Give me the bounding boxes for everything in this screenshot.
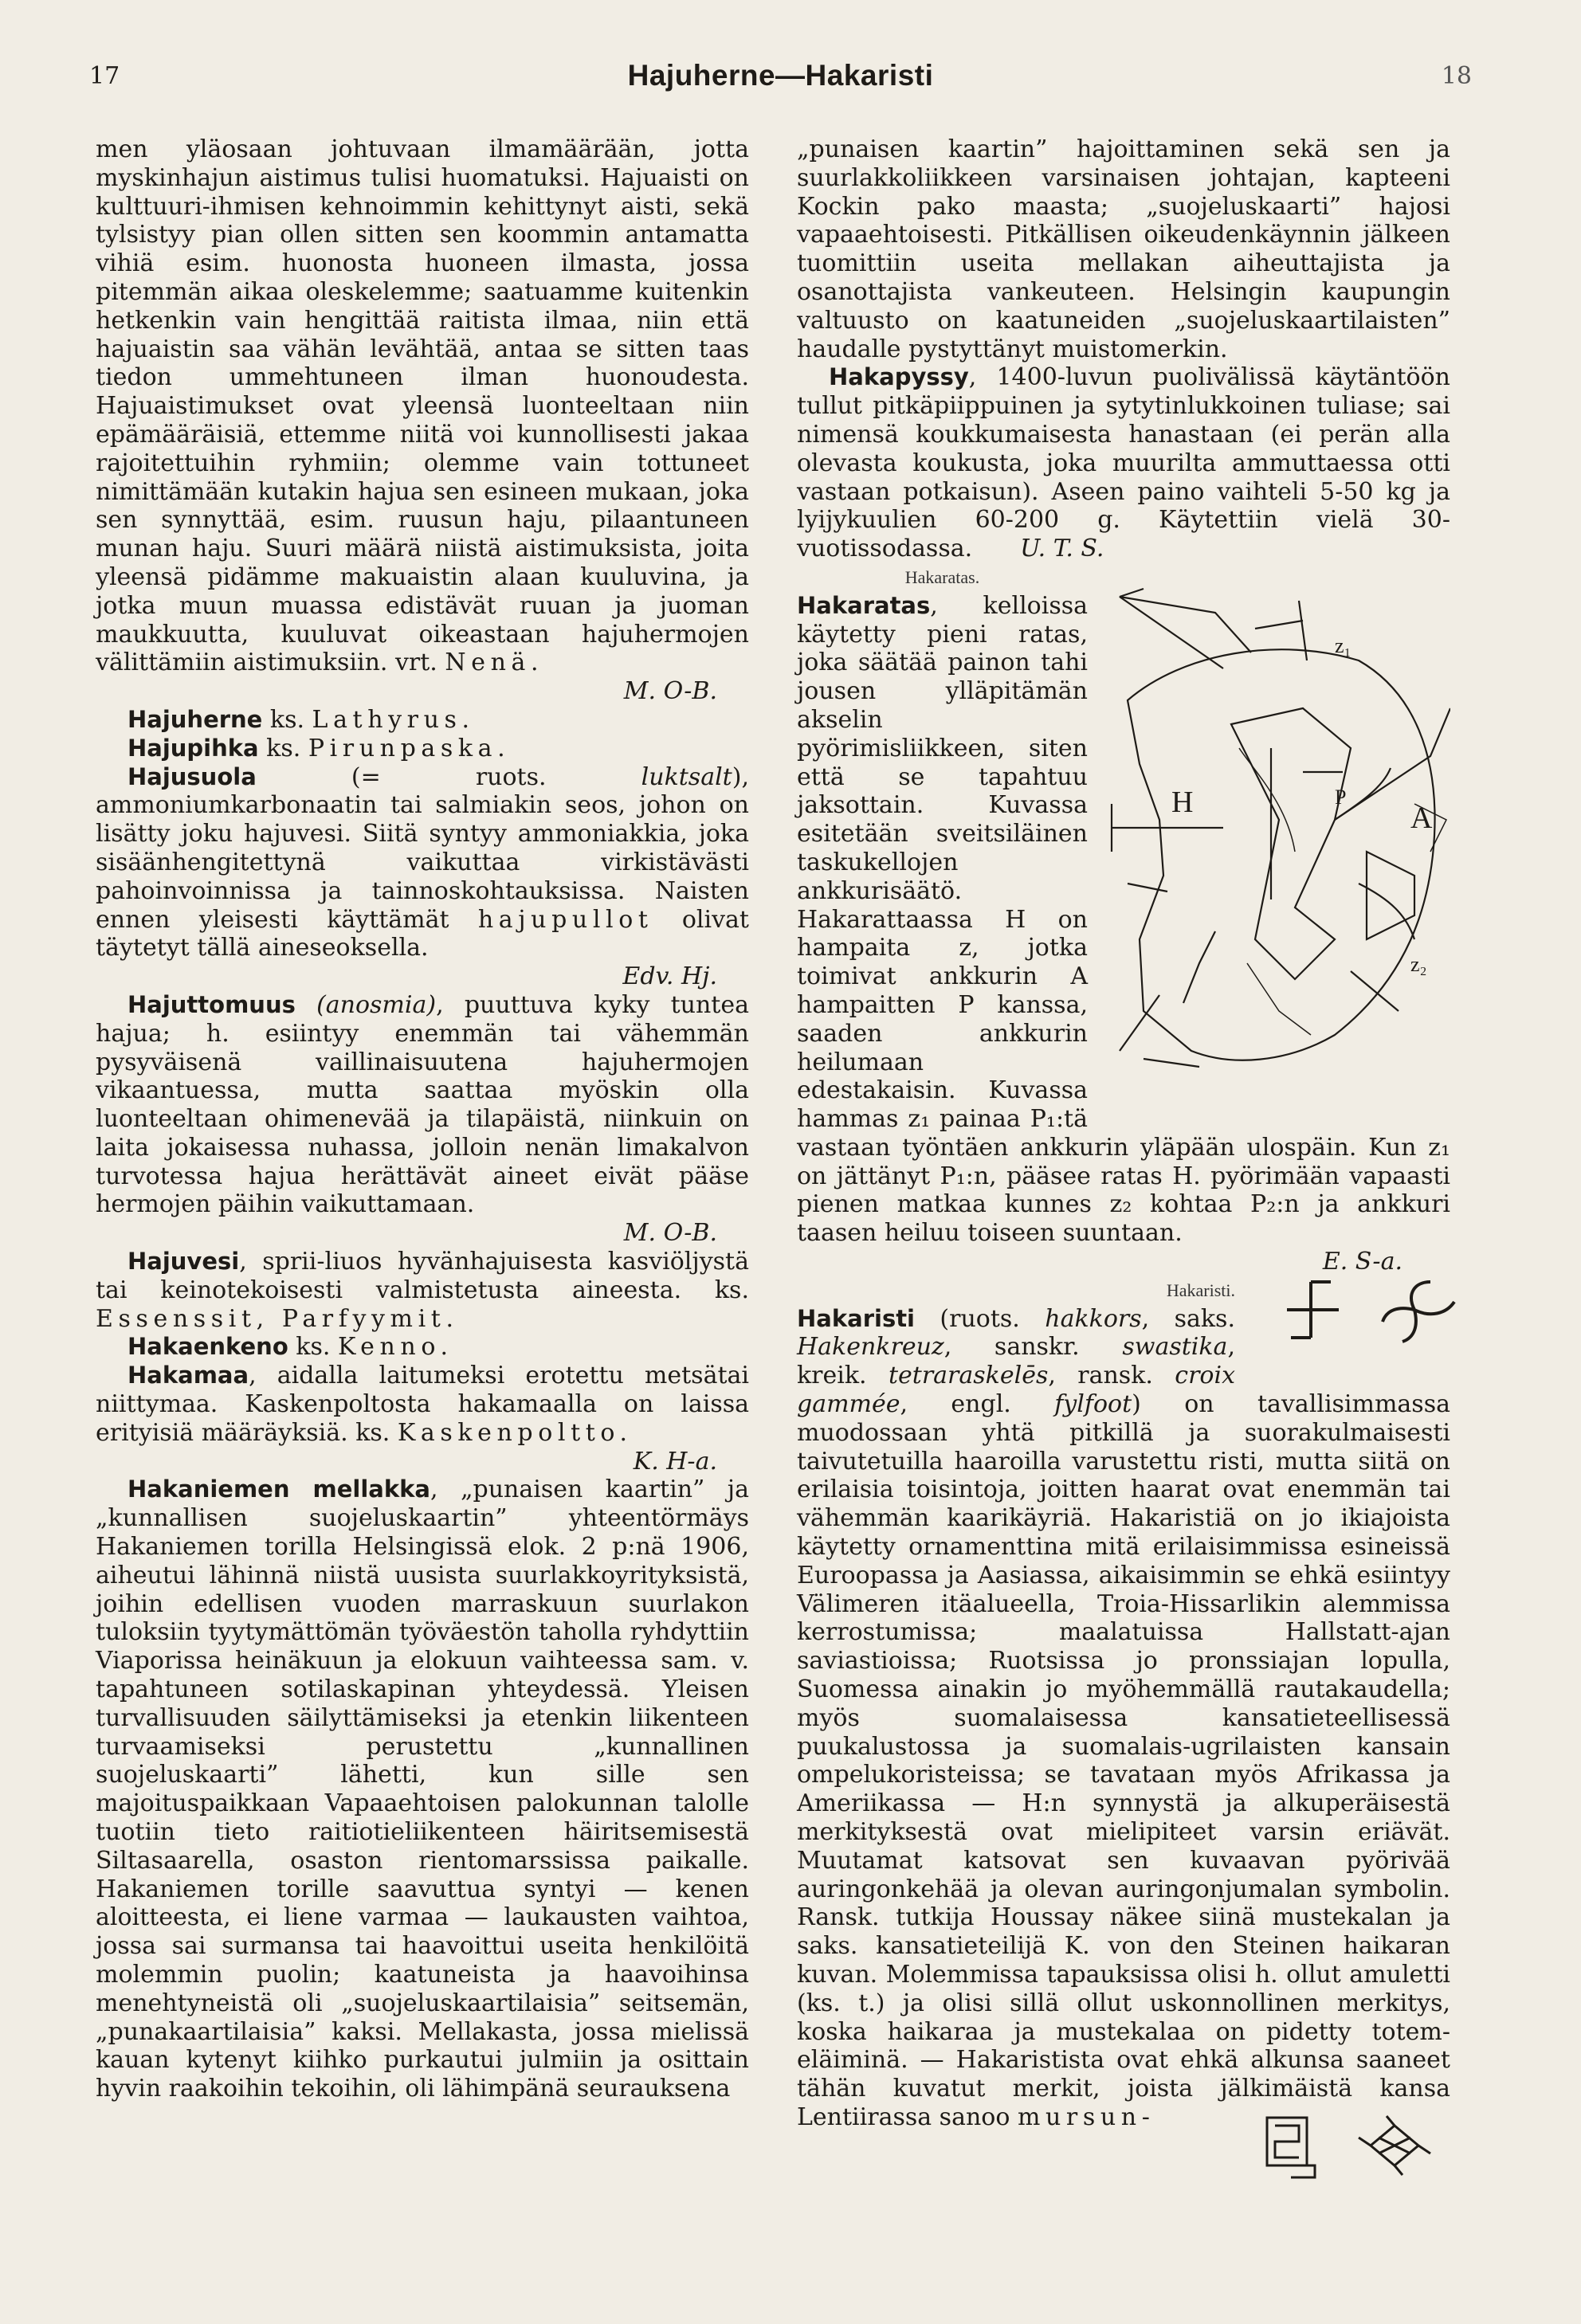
cross-reference[interactable]: Kaskenpoltto. [397,1418,633,1447]
headword: Hajusuola [128,762,257,790]
headword: Hajupihka [128,734,259,762]
author-signature: U. T. S. [1020,535,1104,563]
headword: Hakaristi [797,1304,916,1332]
entry-hajupihka: Hajupihka ks. Pirunpaska. [128,734,511,762]
right-column: „punaisen kaartin” hajoittaminen sekä sen ja suurlakkoliikkeen varsinaisen johtajan, kapteeni Kockin pako maasta; „suojeluskaarti” hajosi vapaaehtoisesti. Pitkällisen oikeudenkäynnin jälkeen tuomittiin useita mellakan aiheuttajista ja osanottajista vankeuteen. Helsingin kaupungin valtuusto on kaatuneiden „suojeluskaartilaisten” haudalle pystyttänyt muistomerkin. Hakapyssy, 1400-luvun puolivälissä käytäntöön tullut pitkäpiippuinen ja sytytinlukkoinen tuliase; sai nimensä koukkumaisesta hanastaan (ei perän alla olevasta koukusta, joka muurilta ammuttaessa otti vastaan potkaisun). Aseen paino vaihteli 5-50 kg ja lyijykuulien 60-200 g. Käytettiin vielä 30-vuotissodassa. U. T. S. H A P z₁ z₂ Hakaratas. Hakaratas, kelloissa käytetty pieni ratas, joka säätää painon tahi jousen ylläpitämän akselin pyörimisliikkeen, siten että se tapahtuu jaksottain. Kuvassa esitetään sveitsiläinen taskukellojen ankkurisäätö. Hakarattaassa H on hampaita z, jotka toimivat ankkurin A hampaitten P kanssa, saaden ankkurin heilumaan edestakaisin. Kuvassa hammas z₁ painaa P₁:tä vastaan työntäen ankkurin yläpään ulospäin. Kun z₁ on jättänyt P₁:n, pääsee ratas H. pyörimään vapaasti pienen matkaa kunnes z₂ kohtaa P₂:n ja ankkuri taasen heiluu toiseen suuntaan. E. S-a. Hakaristi. Hakaristi (ruots. hakkors, saks. Hakenkreuz, sanskr. swastika, kreik. tetraraskelēs, ransk. croix gammée, engl. fylfoot) on tavallisimmassa muodossaan yhtä pitkillä ja suorakulmaisesti taivutetuilla haaroilla varustettu risti, mutta siitä on erilaisia toisintoja, joitten haarat ovat enemmän tai vähemmän kaarikäyriä. Hakaristiä on jo ikiajoista käytetty ornamenttina mitä erilaisimmissa esineissä Euroopassa ja Aasiassa, aikaisimmin se ehkä esiintyy Välimeren itäalueella, Troia-Hissarlikin alemmissa kerrostumissa; maalatuissa Hallstatt-ajan saviastioissa; Ruotsissa jo pronssiajan lopulla, Suomessa ainakin jo myöhemmällä rautakaudella; myös suomalaisessa kansatieteellisessä puukalustossa ja suomalais-ugrilaisten kansain ompelukoristeissa; se tavataan myös Afrikassa ja Ameriikassa — H:n synnystä ja alkuperäisestä merkityksestä ovat mielipiteet varsin eriävät. Muutamat katsovat sen kuvaavan pyörivää auringonkehää ja olevan auringonjumalan symbolin. Ransk. tutkija Houssay näkee siinä mustekalan ja saks. kansatieteilijä K. von den Steinen haikaran kuvan. Molemmissa tapauksissa olisi h. ollut amuletti (ks. t.) ja olisi sillä ollut uskonnollinen merkitys, koska haikaraa ja mustekalaa on pidetty totem-eläiminä. — Hakaristista ovat ehkä alkunsa saaneet tähän kuvatut merkit, joista jälkimäistä kansa Lentiirassa sanoo mursun- [797,135,1450,2193]
continued-paragraph: men yläosaan johtuvaan ilmamäärään, jotta myskinhajun aistimus tulisi huomatuksi. Hajuaisti on kulttuuri-ihmisen kehnoimmin kehittynyt aisti, sekä tylsistyy pian ollen sitten sen koommin antamatta vihiä esim. huonosta huoneen ilmasta, jossa pitemmän aikaa oleskelemme; saatuamme kuitenkin hetkenkin vain hengittää raitista ilmaa, niin että hajuaistin saa vähän levähtää, antaa se sitten taas tiedon ummehtuneen ilman huonoudesta. Hajuaistimukset ovat yleensä luonteeltaan niin epämääräisiä, ettemme niitä voi kunnollisesti jakaa rajoitettuihin ryhmiin; olemme vain tottuneet nimittämään kutakin hajua sen esineen mukaan, joka sen synnyttää, esim. ruusun haju, pilaantuneen munan haju. Suuri määrä niistä aistimuksista, joita yleensä pidämme makuaistin alaan kuuluvina, ja jotka muun muassa edistävät ruuan ja juoman maukkuutta, kuuluvat oikeastaan hajuhermojen välittämiin aistimuksiin. vrt. Nenä. [96,135,749,677]
running-header [89,59,1472,110]
author-signature: Edv. Hj. [622,962,717,991]
author-signature: K. H-a. [633,1447,717,1476]
escapement-figure [1096,565,1450,1110]
label-z1: z₁ [1335,633,1352,657]
cross-reference[interactable]: Nenä. [445,649,544,677]
figure-caption: Hakaratas. [904,566,980,587]
entry-hakaenkeno: Hakaenkeno ks. Kenno. [128,1333,453,1362]
headword: Hakaenkeno [128,1333,288,1361]
entry-hakapyssy: Hakapyssy, 1400-luvun puolivälissä käytäntöön tullut pitkäpiippuinen ja sytytinlukkoinen tuliase; sai nimensä koukkumaisesta hanastaan (ei perän alla olevasta koukusta, joka muurilta ammuttaessa otti vastaan potkaisun). Aseen paino vaihteli 5-50 kg ja lyijykuulien 60-200 g. Käytettiin vielä 30-vuotissodassa. U. T. S. [797,363,1450,563]
swastika-figure [1243,1278,1450,1374]
headword: Hakaniemen mellakka [128,1476,430,1503]
entry-hakamaa: Hakamaa, aidalla laitumeksi erotettu metsätai niittymaa. Kaskenpoltosta hakamaalla on laissa erityisiä määräyksiä. ks. Kaskenpoltto. [96,1362,749,1447]
author-signature: E. S-a. [1322,1248,1402,1276]
ornament-symbols [1259,2110,1450,2181]
headword: Hakaratas [797,591,931,619]
page-number-right: 18 [1441,62,1472,90]
label-A: A [1410,801,1433,835]
cross-reference[interactable]: Pirunpaska. [308,734,511,762]
page-number-left: 17 [89,62,120,90]
entry-hakaniemen-mellakka: Hakaniemen mellakka, „punaisen kaartin” ja „kunnallisen suojeluskaartin” yhteentörmäys Hakaniemen torilla Helsingissä elok. 2 p:nä 1906, aiheutui lähinnä niistä uusista suurlakkoyrityksistä, joihin edellisen vuoden marraskuun suurlakon tuloksiin tyytymättömän työväestön taholla ryhdyttiin Viaporissa heinäkuun ja elokuun vaihteessa sam. v. tapahtuneen sotilaskapinan yhteydessä. Yleisen turvallisuuden säilyttämiseksi ja etenkin liikenteen turvaamiseksi perustettu „kunnallinen suojeluskaarti” lähetti, kun sille sen majoituspaikkaan Vapaaehtoisen palokunnan talolle tuotiin tieto raitiotieliikenteen häiritsemisestä Siltasaarella, osaston rientomarssissa paikalle. Hakaniemen torille saavuttua syntyi — kenen aloitteesta, ei liene varmaa — laukausten vaihtoa, jossa sai surmansa tai haavoittui useita henkilöitä molemmin puolin; kaatuneista ja haavoihinsa menehtyneistä oli „suojeluskaartilaisia” seitsemän, „punakaartilaisia” kaksi. Mellakasta, jossa mielissä kauan kytenyt kiihko purkautui julmiin ja osittain hyvin raakoihin tekoihin, oli lähimpänä seurauksena [96,1476,749,2103]
headword: Hakapyssy [829,363,969,391]
cross-reference[interactable]: Essenssit, Parfyymit. [96,1304,459,1333]
entry-hajuvesi: Hajuvesi, sprii-liuos hyvänhajuisesta kasviöljystä tai keinotekoisesti valmistetusta aineesta. ks. Essenssit, Parfyymit. [96,1248,749,1333]
headword: Hajuttomuus [128,990,296,1018]
headword: Hajuherne [128,705,263,733]
entry-hajusuola: Hajusuola (= ruots. luktsalt), ammoniumkarbonaatin tai salmiakin seos, johon on lisätty joku hajuvesi. Siitä syntyy ammoniakkia, joka sisäänhengitettynä vaikuttaa virkistävästi pahoinvoinnissa ja tainnoskohtauksissa. Naisten ennen yleisesti käyttämät hajupullot olivat täytetyt tällä aineseoksella. [96,762,749,962]
author-signature: M. O-B. [623,1219,717,1248]
label-z2: z₂ [1410,952,1427,976]
entry-hajuttomuus: Hajuttomuus (anosmia), puuttuva kyky tuntea hajua; h. esiintyy enemmän tai vähemmän pysyväisenä vaillinaisuutena hajuhermojen vikaantuessa, mutta saattaa myöskin olla luonteeltaan ohimenevää ja tilapäistä, niinkuin on laita jokaisessa nuhassa, jolloin nenän limakalvon turvotessa hajua herättävät aineet eivät pääse hermojen päihin vaikuttamaan. [96,990,749,1219]
left-column [96,135,749,2103]
swastika-symbols [1275,1278,1482,1350]
running-title: Hajuherne—Hakaristi [627,59,934,92]
escapement-diagram [1096,565,1450,1083]
cross-reference[interactable]: Kenno. [337,1333,453,1362]
headword: Hakamaa [128,1362,249,1389]
label-H: H [1171,785,1194,819]
entry-hajuherne: Hajuherne ks. Lathyrus. [128,705,475,734]
figure-caption: Hakaristi. [1166,1280,1235,1300]
continued-paragraph: „punaisen kaartin” hajoittaminen sekä sen ja suurlakkoliikkeen varsinaisen johtajan, kapteeni Kockin pako maasta; „suojeluskaarti” hajosi vapaaehtoisesti. Pitkällisen oikeudenkäynnin jälkeen tuomittiin useita mellakan aiheuttajista ja osanottajista vankeuteen. Helsingin kaupungin valtuusto on kaatuneiden „suojeluskaartilaisten” haudalle pystyttänyt muistomerkin. [797,135,1450,363]
cross-reference[interactable]: Lathyrus. [312,705,475,734]
author-signature: M. O-B. [623,677,717,706]
headword: Hajuvesi [128,1248,240,1276]
ornament-figure [1259,2110,1450,2189]
label-P: P [1335,785,1347,809]
